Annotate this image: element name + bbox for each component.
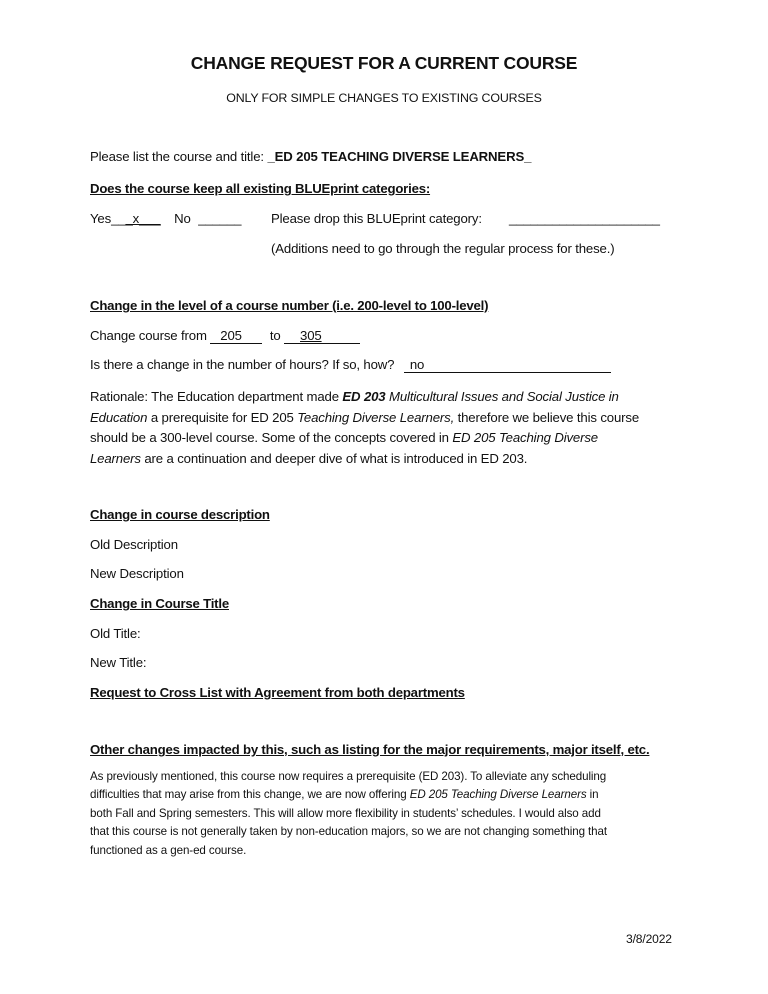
text-run: As previously mentioned, this course now requires a prerequisite (ED 203). To alleviate any scheduling bbox=[90, 770, 607, 783]
text-run: Rationale: The Education department made bbox=[90, 389, 343, 404]
change-to-value: 305 bbox=[300, 328, 322, 343]
no-label: No bbox=[174, 211, 191, 226]
old-title-label: Old Title: bbox=[90, 626, 141, 641]
other-changes-paragraph bbox=[90, 768, 690, 860]
change-from-field[interactable] bbox=[210, 329, 262, 344]
course-title-value[interactable]: _ED 205 TEACHING DIVERSE LEARNERS_ bbox=[267, 149, 532, 164]
paragraph-line bbox=[90, 842, 690, 860]
text-run: that this course is not generally taken by non-education majors, so we are not changing something that bbox=[90, 825, 607, 839]
paragraph-line bbox=[90, 449, 690, 470]
blueprint-note: (Additions need to go through the regular process for these.) bbox=[271, 241, 615, 256]
level-change-heading: Change in the level of a course number (i.e. 200-level to 100-level) bbox=[90, 298, 489, 313]
paragraph-line bbox=[90, 408, 690, 429]
footer-date: 3/8/2022 bbox=[626, 932, 672, 946]
text-run: ED 205 Teaching Diverse Learners bbox=[409, 788, 587, 802]
description-change-heading: Change in course description bbox=[90, 507, 270, 522]
text-run: should be a 300-level course. Some of the concepts covered in bbox=[90, 430, 453, 445]
paragraph-line bbox=[90, 786, 690, 804]
hours-change-value: no bbox=[409, 357, 425, 372]
text-run: ED 203 bbox=[342, 389, 386, 404]
course-title-label: Please list the course and title: bbox=[90, 149, 268, 164]
yes-prefix: __ bbox=[111, 211, 126, 226]
yes-label: Yes bbox=[90, 211, 112, 226]
blueprint-yes-no-line bbox=[90, 211, 241, 226]
paragraph-line bbox=[90, 387, 690, 408]
rationale-paragraph bbox=[90, 387, 690, 469]
paragraph-line bbox=[90, 805, 690, 823]
text-run: Education bbox=[90, 409, 148, 425]
text-run: Learners bbox=[90, 450, 141, 466]
title-change-heading: Change in Course Title bbox=[90, 596, 229, 611]
text-run: are a continuation and deeper dive of what is introduced in ED 203. bbox=[140, 450, 528, 466]
drop-category-label: Please drop this BLUEprint category: bbox=[271, 211, 482, 226]
page-title: CHANGE REQUEST FOR A CURRENT COURSE bbox=[190, 53, 578, 73]
page-subtitle: ONLY FOR SIMPLE CHANGES TO EXISTING COURSES bbox=[226, 91, 542, 105]
text-run: Multicultural Issues and Social Justice in bbox=[385, 389, 619, 404]
paragraph-line bbox=[90, 768, 690, 786]
hours-change-field[interactable] bbox=[404, 358, 611, 373]
change-from-label: Change course from bbox=[90, 328, 211, 343]
change-course-line bbox=[90, 328, 360, 344]
hours-change-line bbox=[90, 357, 611, 373]
text-run: both Fall and Spring semesters. This will allow more flexibility in students’ schedules. I would also add bbox=[90, 806, 601, 820]
change-from-value: 205 bbox=[220, 328, 242, 343]
drop-category-line bbox=[271, 211, 482, 226]
text-run: in bbox=[586, 788, 599, 802]
change-to-label: to bbox=[269, 328, 281, 343]
new-description-label: New Description bbox=[90, 566, 184, 581]
new-title-label: New Title: bbox=[90, 655, 147, 670]
text-run: functioned as a gen-ed course. bbox=[90, 843, 247, 857]
old-description-label: Old Description bbox=[90, 537, 178, 552]
text-run: Teaching Diverse Learners, bbox=[297, 409, 455, 425]
change-to-field[interactable] bbox=[284, 329, 360, 344]
paragraph-line bbox=[90, 428, 690, 449]
blueprint-heading: Does the course keep all existing BLUEprint categories: bbox=[90, 181, 431, 196]
no-field[interactable]: ______ bbox=[198, 211, 242, 226]
text-run: therefore we believe this course bbox=[454, 409, 639, 425]
paragraph-line bbox=[90, 823, 690, 841]
drop-category-field[interactable]: _____________________ bbox=[509, 211, 660, 226]
cross-list-heading: Request to Cross List with Agreement from both departments bbox=[90, 685, 465, 700]
yes-field[interactable]: _x___ bbox=[125, 211, 161, 226]
text-run: a prerequisite for ED 205 bbox=[147, 409, 298, 425]
course-title-line bbox=[90, 149, 531, 164]
text-run: difficulties that may arise from this change, we are now offering bbox=[90, 788, 410, 802]
hours-change-label: Is there a change in the number of hours? If so, how? bbox=[90, 357, 395, 372]
text-run: ED 205 Teaching Diverse bbox=[452, 430, 598, 445]
other-changes-heading: Other changes impacted by this, such as listing for the major requirements, major itself, etc. bbox=[90, 742, 650, 757]
